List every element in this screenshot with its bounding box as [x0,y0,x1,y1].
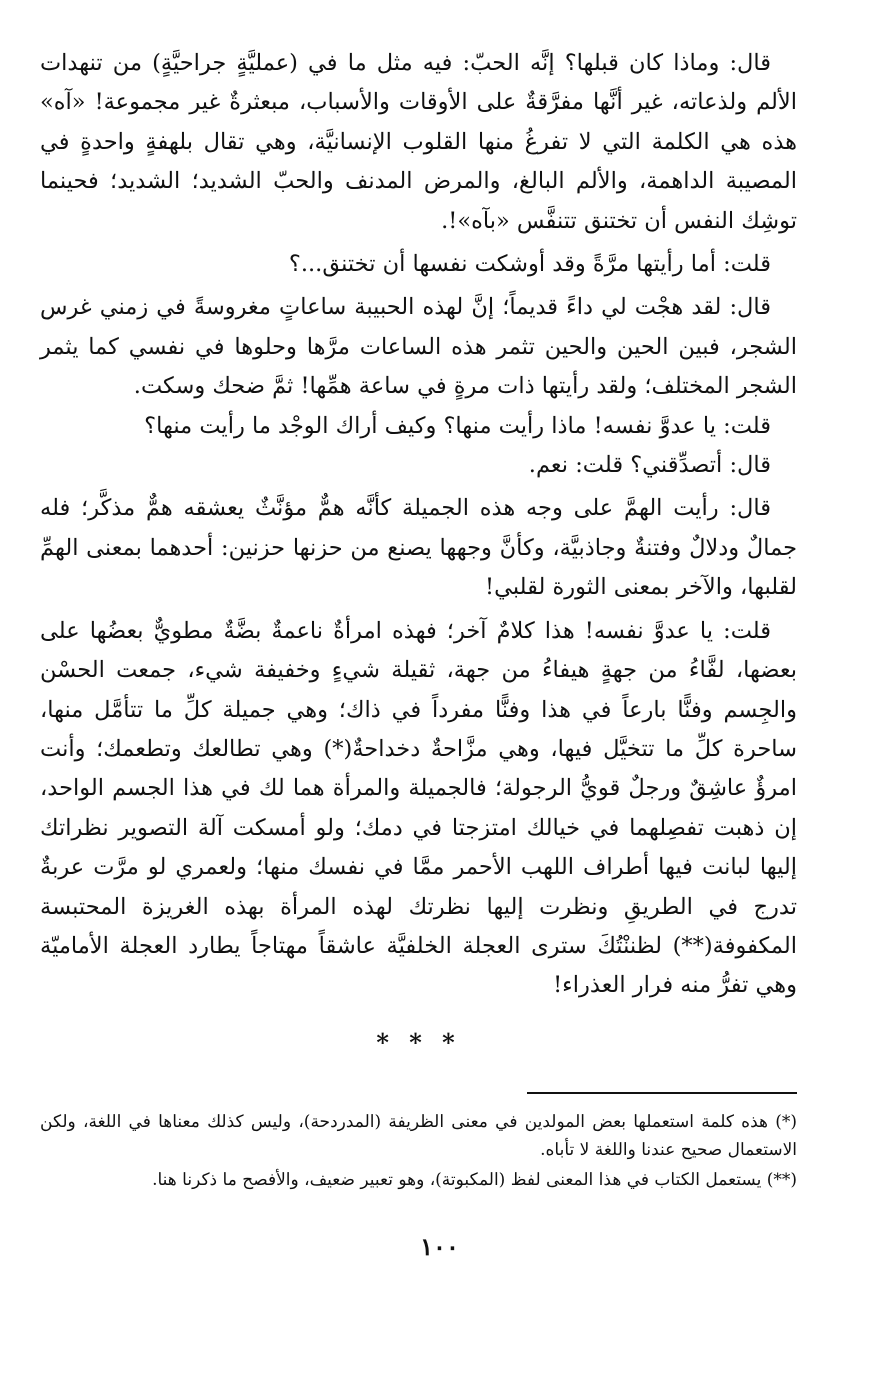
footnote-divider [527,1092,797,1094]
paragraph-4: قلت: يا عدوَّ نفسه! ماذا رأيت منها؟ وكيف أراك الوجْد ما رأيت منها؟ [144,412,771,439]
paragraph-3: قال: لقد هجْت لي داءً قديماً؛ إنَّ لهذه الحبيبة ساعاتٍ مغروسةً في زمني غرس الشجر، فبين الحين والحين تثمر هذه الساعات مرَّها وحلوها في نفسي كما يثمر الشجر المختلف؛ ولقد رأيتها ذات مرةٍ في ساعة همِّها! ثمَّ ضحك وسكت. [40,294,797,400]
paragraph-5: قال: أتصدِّقني؟ قلت: نعم. [528,452,771,479]
page-number: ١٠٠ [420,1232,459,1261]
paragraph-2: قلت: أما رأيتها مرَّةً وقد أوشكت نفسها أن تختنق...؟ [288,251,771,278]
footnote-2: (**) يستعمل الكتاب في هذا المعنى لفظ (المكبوتة)، وهو تعبير ضعيف، والأفصح ما ذكرنا هنا. [152,1169,797,1190]
book-page [40,44,797,1373]
paragraph-1: قال: وماذا كان قبلها؟ إنَّه الحبّ: فيه مثل ما في (عمليَّةٍ جراحيَّةٍ) من تنهدات الألم ولذعاته، غير أنَّها مفرَّقةٌ على الأوقات والأسباب، مبعثرةٌ غير مجموعة! «آه» هذه هي الكلمة التي لا تفرغُ منها القلوب الإنسانيَّة، وهي تقال بلهفةٍ واحدةٍ في المصيبة الداهمة، والألم البالغ، والمرض المدنف والحبّ الشديد؛ الشديد؛ فحينما توشِك النفس أن تختنق تتنفَّس «بآه»!. [40,50,797,234]
paragraph-7: قلت: يا عدوَّ نفسه! هذا كلامٌ آخر؛ فهذه امرأةٌ ناعمةٌ بضَّةٌ مطويٌّ بعضُها على بعضها، لفَّاءُ من جهةٍ هيفاءُ من جهة، ثقيلة شيءٍ وخفيفة شيء، جمعت الحسْن والجِسم وفنًّا بارعاً في هذا وفنًّا مفرداً في ذاك؛ وهي جميلة كلِّ ما تتأمَّل منها، ساحرة كلِّ ما تتخيَّل فيها، وهي مزَّاحةٌ دخداحةٌ(*) وهي تطالعك وتطعمك؛ وأنت امرؤٌ عاشِقٌ ورجلٌ قويُّ الرجولة؛ فالجميلة والمرأة هما لك في هذا الجسم الواحد، إن ذهبت تفصِلهما في خيالك امتزجتا في دمك؛ ولو أمسكت آلة التصوير نظراتك إليها لبانت فيها أطراف اللهب الأحمر ممَّا في نفسك منها؛ ولعمري لو مرَّت عربةٌ تدرج في الطريقِ ونظرت إليها نظرتك لهذه المرأة بهذه الغريزة المحتبسة المكفوفة(**) لظننْتُكَ سترى العجلة الخلفيَّة عاشقاً مهتاجاً يطارد العجلة الأماميّة وهي تفرُّ منه فرار العذراء! [40,617,797,999]
footnotes [40,1108,797,1194]
body-text [40,44,797,1006]
paragraph-6: قال: رأيت الهمَّ على وجه هذه الجميلة كأنَّه همٌّ مؤنَّثٌ يعشقه همٌّ مذكَّر؛ فله جمالٌ ودلالٌ وفتنةٌ وجاذبيَّة، وكأنَّ وجهها يصنع من حزنها حزنين: أحدهما بمعنى الهمِّ لقلبها، والآخر بمعنى الثورة لقلبي! [40,495,797,601]
footnote-1: (*) هذه كلمة استعملها بعض المولدين في معنى الظريفة (المدردحة)، وليس كذلك معناها في اللغة، ولكن الاستعمال صحيح عندنا واللغة لا تأباه. [40,1111,797,1160]
section-separator: * * * [376,1027,461,1057]
